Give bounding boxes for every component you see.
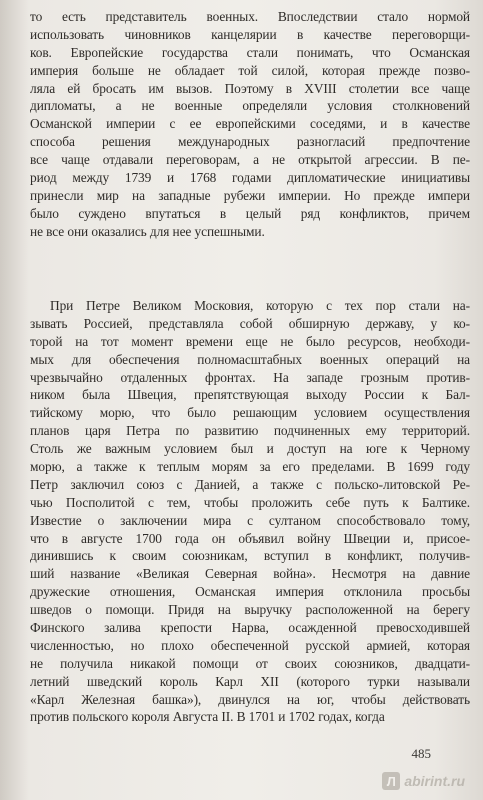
text-line: Османской империи с ее европейскими соседями, и в качестве bbox=[30, 116, 470, 132]
text-line: летний шведский король Карл XII (которого турки называли bbox=[30, 673, 470, 689]
text-line: численностью, но плохо обеспеченной русской армией, которая bbox=[30, 637, 470, 653]
text-line: планов царя Петра по развитию подчиненных ему территорий. bbox=[30, 423, 470, 439]
text-line: против польского короля Августа II. В 1701 и 1702 годах, когда bbox=[30, 709, 385, 725]
paragraph-1 bbox=[30, 8, 470, 241]
page-number: 485 bbox=[411, 746, 431, 761]
text-line: ляла ей бросать им вызов. Поэтому в XVIII столетии все чаще bbox=[30, 80, 470, 96]
text-line: Столь же важным условием был и доступ на юге к Черному bbox=[30, 441, 470, 457]
text-line: дипломаты, а не военные определяли условия столкновений bbox=[30, 98, 470, 114]
text-line: зывать Россией, представляла собой обширную державу, у ко- bbox=[30, 315, 470, 331]
text-line: дружеские отношения, Османская империя отклонила просьбы bbox=[30, 584, 470, 600]
text-line: чрезвычайно отдаленных фронтах. На западе грозным против- bbox=[30, 369, 470, 385]
text-line: «Карл Железная башка»), двинулся на юг, чтобы действовать bbox=[30, 691, 470, 707]
watermark-text: abirint.ru bbox=[404, 773, 465, 789]
text-line: использовать чиновников канцелярии в качестве переговорщи- bbox=[30, 26, 470, 42]
text-line: ником была Швеция, препятствующая выходу России к Бал- bbox=[30, 387, 470, 403]
text-line: империя больше не обладает той силой, которая прежде позво- bbox=[30, 62, 470, 78]
text-line: шведов о помощи. Придя на выручку расположенной на берегу bbox=[30, 602, 470, 618]
text-line: не все они оказались для нее успешными. bbox=[30, 223, 265, 239]
text-line: тийскому морю, что было решающим условием осуществления bbox=[30, 405, 470, 421]
text-line: ков. Европейские государства стали понимать, что Османская bbox=[30, 44, 470, 60]
text-line: то есть представитель военных. Впоследствии стало нормой bbox=[30, 9, 470, 24]
text-line: было суждено впутаться в целый ряд конфликтов, причем bbox=[30, 205, 470, 221]
text-line: ший название «Великая Северная война». Несмотря на давние bbox=[30, 566, 470, 582]
labirint-logo-icon: Л bbox=[382, 772, 400, 790]
text-line: Финского залива крепости Нарва, осажденной превосходившей bbox=[30, 620, 470, 636]
text-line: чью Посполитой с тем, чтобы проложить себе путь к Балтике. bbox=[30, 494, 470, 510]
text-line: что в августе 1700 года он объявил войну Швеции и, присое- bbox=[30, 530, 470, 546]
text-line: способа решения международных разногласий предпочтение bbox=[30, 134, 470, 150]
text-line: динившись к своим союзникам, вступил в конфликт, получив- bbox=[30, 548, 470, 564]
text-line: риод между 1739 и 1768 годами дипломатические инициативы bbox=[30, 170, 470, 186]
paragraph-2 bbox=[30, 297, 470, 726]
text-line: Известие о заключении мира с султаном способствовало тому, bbox=[30, 512, 470, 528]
text-line: морю, а также к теплым морям за его пределами. В 1699 году bbox=[30, 459, 470, 475]
text-line: принесли мир на западные рубежи империи. Но прежде импери bbox=[30, 187, 470, 203]
text-line: мых для обеспечения полномасштабных военных операций на bbox=[30, 351, 470, 367]
text-line: все чаще отдавали переговорам, а не открытой агрессии. В пе- bbox=[30, 152, 470, 168]
text-line: торой на тот момент времени еще не было ресурсов, необходи- bbox=[30, 333, 470, 349]
text-line: Петр заключил союз с Данией, а также с польско-литовской Ре- bbox=[30, 476, 470, 492]
text-line: При Петре Великом Московия, которую с тех пор стали на- bbox=[50, 298, 470, 313]
text-line: не получила никакой помощи от своих союзников, двадцати- bbox=[30, 655, 470, 671]
watermark bbox=[382, 772, 465, 790]
